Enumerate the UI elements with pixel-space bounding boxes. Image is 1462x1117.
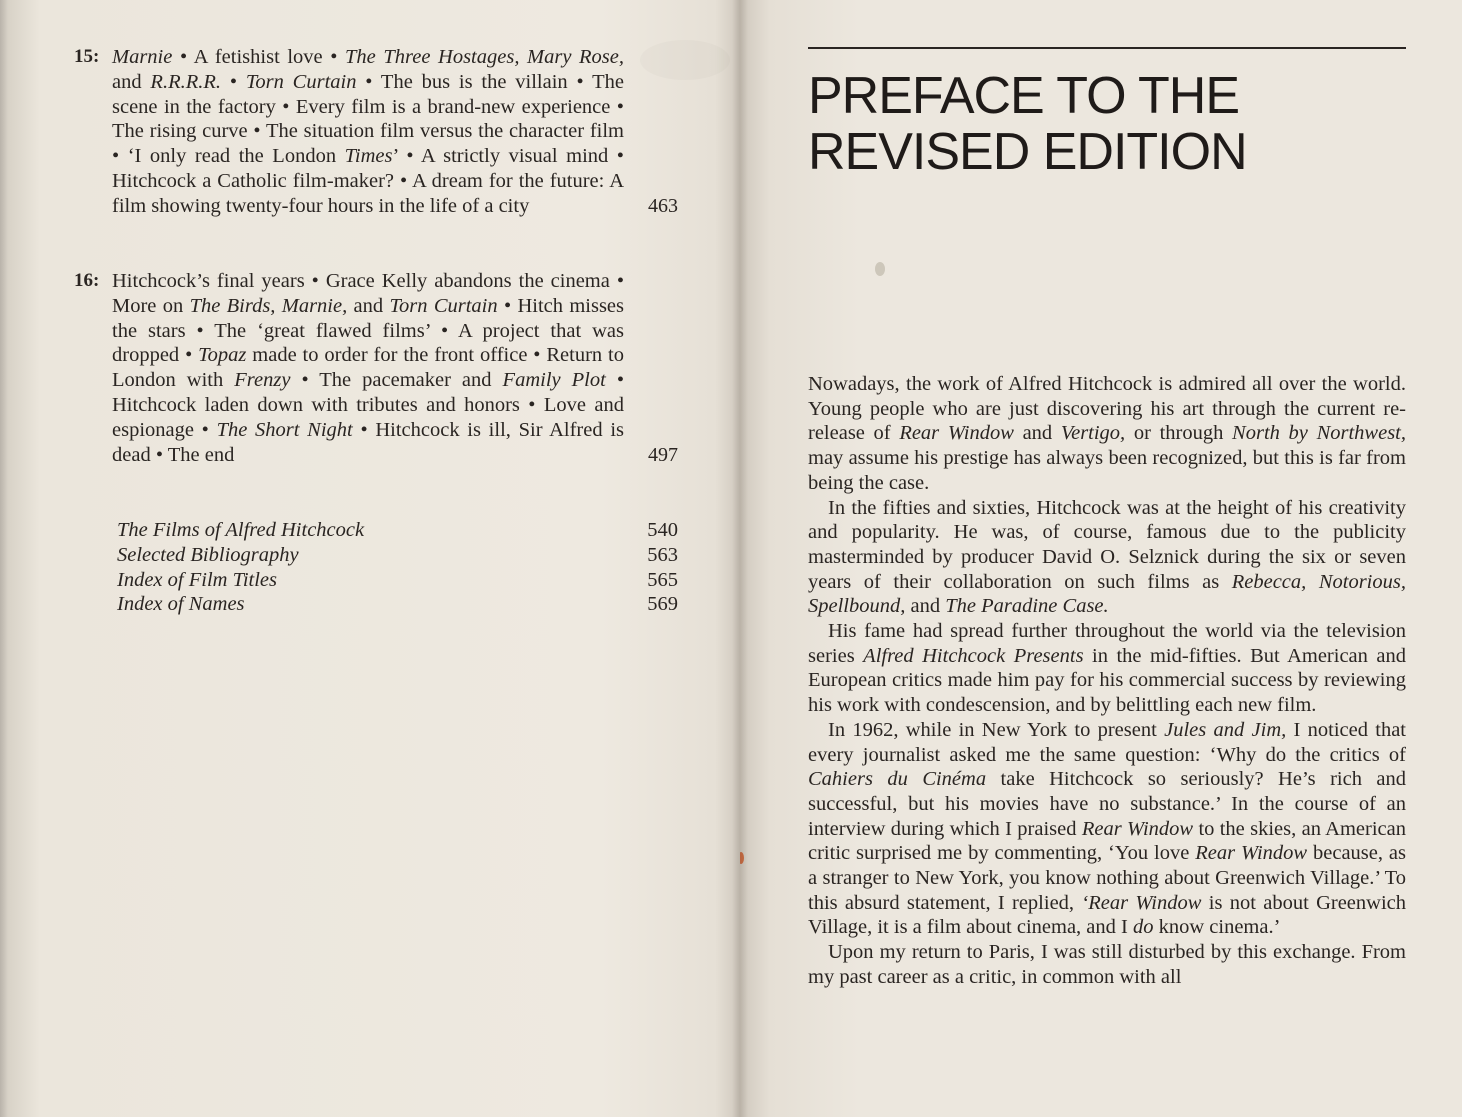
preface-title <box>808 68 1406 180</box>
title-rule <box>808 47 1406 49</box>
chapter-page-number: 463 <box>648 194 678 217</box>
italic-text: Alfred Hitchcock Presents <box>863 644 1084 667</box>
text-run: • A fetishist love • <box>172 46 346 68</box>
text-run: I noticed that every journalist asked me the same question: ‘Why do the critics of <box>808 718 1406 766</box>
italic-text: Torn Curtain <box>245 70 357 93</box>
italic-text: North by Northwest, <box>1232 422 1406 445</box>
text-run: • The bus is the villain • The scene in the factory • Every film is a brand-new experience • The rising curve • The situation film versus the character film • ‘I only read the London <box>112 70 624 168</box>
preface-title-line-2: REVISED EDITION <box>808 123 1247 181</box>
preface-title-line-1: PREFACE TO THE <box>808 67 1240 125</box>
italic-text: Rear Window <box>899 422 1014 445</box>
toc-entry-15 <box>74 45 678 219</box>
back-matter-item <box>117 592 678 617</box>
back-matter-title: The Films of Alfred Hitchcock <box>117 519 365 541</box>
preface-body <box>808 372 1406 990</box>
italic-text: R.R.R.R. <box>150 70 222 93</box>
italic-text: Rear Window <box>1081 817 1194 840</box>
text-run: In the fifties and sixties, Hitchcock was at the height of his creativity and popularity. He was, of course, famous due to the publicity masterminded by producer David O. Selznick during the six or seven years of their collaboration on such films as <box>808 496 1406 593</box>
text-run: because, as a stranger to New York, you know nothing about Greenwich Village.’ To this absurd statement, I replied, <box>808 842 1406 914</box>
text-run: • <box>221 70 246 93</box>
italic-text: The Three Hostages, Mary Rose, <box>345 46 625 68</box>
text-run: and <box>112 70 151 93</box>
back-matter-page: 563 <box>647 543 678 566</box>
preface-paragraph <box>808 619 1406 718</box>
italic-text: Topaz <box>198 344 247 367</box>
back-matter-item <box>117 518 678 543</box>
back-matter-title: Index of Film Titles <box>117 568 277 591</box>
italic-text: do <box>1132 916 1154 939</box>
italic-text: Rebecca, Notorious, Spellbound, <box>808 570 1406 618</box>
italic-text: Frenzy <box>234 369 291 392</box>
toc-entry-16 <box>74 269 678 467</box>
chapter-page-number: 497 <box>648 443 678 466</box>
preface-paragraph <box>808 940 1406 989</box>
text-run: may assume his prestige has always been recognized, but this is far from being the case. <box>808 447 1406 494</box>
back-matter-item <box>117 543 678 568</box>
text-run: to the skies, an American critic surprised me by commenting, ‘You love <box>808 817 1406 865</box>
text-run: take Hitchcock so seriously? He’s rich and successful, but his movies have no substance.’ In the course of an interview during which I praised <box>808 768 1406 840</box>
italic-text: Jules and Jim, <box>1164 718 1287 741</box>
back-matter-page: 565 <box>647 568 678 591</box>
italic-text: Family Plot <box>502 369 606 392</box>
back-matter-page: 569 <box>647 593 678 616</box>
italic-text: Torn Curtain <box>389 294 498 317</box>
text-run: or through <box>1125 422 1233 445</box>
text-run: and <box>347 294 390 317</box>
text-run: Upon my return to Paris, I was still disturbed by this exchange. From my past career as a critic, in common with all <box>808 941 1406 988</box>
text-run: made to order for the front office • Return to London with <box>112 344 625 392</box>
italic-text: ‘Rear Window <box>1081 891 1202 914</box>
text-run: • Hitch misses the stars • The ‘great flawed films’ • A project that was dropped • <box>112 294 624 367</box>
back-matter-title: Index of Names <box>117 593 245 616</box>
text-run: In 1962, while in New York to present <box>828 718 1165 741</box>
italic-text: The Short Night <box>216 418 353 441</box>
italic-text: Cahiers du Cinéma <box>808 768 987 791</box>
italic-text: Marnie <box>112 46 173 68</box>
text-run: • The pacemaker and <box>290 369 503 392</box>
paper-speck <box>875 262 885 276</box>
text-run: know cinema.’ <box>1153 916 1281 939</box>
text-run: in the mid-fifties. But American and European critics made him pay for his commercial success by reviewing his work with condescension, and by belittling each new film. <box>808 644 1406 717</box>
preface-paragraph <box>808 496 1406 620</box>
back-matter-list <box>117 518 678 617</box>
italic-text: The Paradine Case. <box>945 595 1109 618</box>
preface-paragraph <box>808 718 1406 940</box>
back-matter-page: 540 <box>647 519 678 541</box>
italic-text: Vertigo, <box>1060 422 1126 445</box>
preface-paragraph <box>808 372 1406 496</box>
back-matter-title: Selected Bibliography <box>117 543 299 566</box>
chapter-summary <box>112 269 624 467</box>
text-run: His fame had spread further throughout the world via the television series <box>808 620 1406 667</box>
italic-text: Times <box>344 145 393 168</box>
text-run: Hitchcock’s final years • Grace Kelly abandons the cinema • More on <box>112 270 624 317</box>
text-run: and <box>1013 422 1061 445</box>
italic-text: The Birds, Marnie, <box>189 294 348 317</box>
back-matter-item <box>117 568 678 593</box>
text-run: • Hitchcock laden down with tributes and honors • Love and espionage • <box>112 369 624 441</box>
chapter-summary <box>112 45 624 219</box>
chapter-number: 16: <box>74 270 100 291</box>
book-gutter <box>732 0 748 1117</box>
text-run: Nowadays, the work of Alfred Hitchcock is admired all over the world. Young people who are just discovering his art through the current re-release of <box>808 373 1406 445</box>
chapter-number: 15: <box>74 46 100 67</box>
text-run: is not about Greenwich Village, it is a film about cinema, and I <box>808 891 1407 939</box>
text-run: ’ • A strictly visual mind • Hitchcock a Catholic film-maker? • A dream for the future: A film showing twenty-four hours in the life of a city <box>112 145 624 217</box>
italic-text: Rear Window <box>1195 842 1308 865</box>
text-run: and <box>905 595 946 618</box>
text-run: • Hitchcock is ill, Sir Alfred is dead • The end <box>112 418 624 466</box>
